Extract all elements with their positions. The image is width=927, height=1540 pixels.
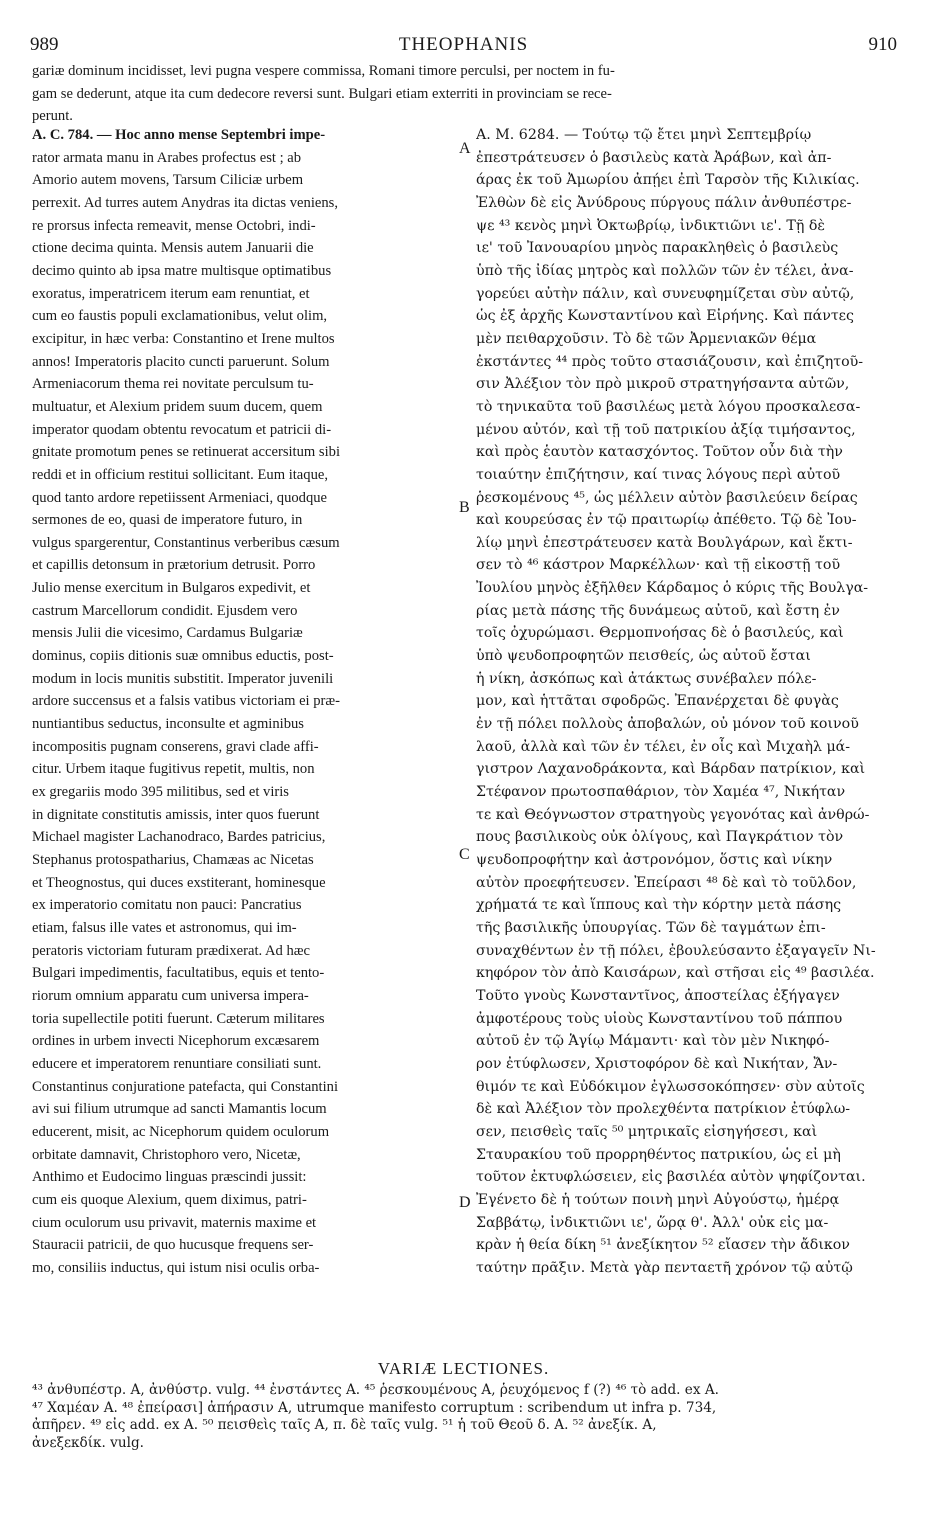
page-number-left: 989 <box>30 34 59 55</box>
greek-line: Τοῦτο γνοὺς Κωνσταντῖνος, ἀποστείλας ἐξήγαγεν <box>476 987 840 1004</box>
greek-line: ὑπὸ ψευδοπροφητῶν πεισθείς, ὡς αὐτοῦ ἔσται <box>476 648 811 665</box>
greek-line: Ἐλθὼν δὲ εἰς Ἀνύδρους πύργους πάλιν ἀνθυπέστρε- <box>476 194 852 211</box>
latin-line: Armeniacorum thema rei novitate perculsum tu- <box>32 376 314 393</box>
latin-line: excipitur, in hæc verba: Constantino et Irene multos <box>32 330 335 347</box>
latin-line: cum eis quoque Alexium, quem diximus, patri- <box>32 1191 307 1208</box>
latin-line: Stauracii patricii, de quo hucusque frequens ser- <box>32 1237 314 1254</box>
greek-line: κρὰν ἡ θεία δίκη ⁵¹ ἀνεξίκητον ⁵² εἴασεν τὴν ἄδικον <box>476 1237 850 1254</box>
greek-line: τοῦτον ἐκτυφλώσειεν, εἰς βασιλέα αὐτὸν ψηφίζονται. <box>476 1169 866 1186</box>
variant-line: ἀνεξεκδίκ. vulg. <box>32 1434 144 1451</box>
greek-line: ἀμφοτέρους τοὺς υἱοὺς Κωνσταντίνου τοῦ πάππου <box>476 1010 843 1027</box>
latin-line: sermones de eo, quasi de imperatore futuro, in <box>32 512 303 529</box>
greek-line: Στέφανον πρωτοσπαθάριον, τὸν Χαμέα ⁴⁷, Νικήταν <box>476 784 846 801</box>
latin-line: orbitate damnavit, Christophoro vero, Nicetæ, <box>32 1146 301 1163</box>
intro-paragraph <box>32 60 896 128</box>
latin-line: castrum Marcellorum condidit. Ejusdem vero <box>32 602 298 619</box>
greek-line: αὐτὸν προεφήτευσεν. Ἐπείρασι ⁴⁸ δὲ καὶ τὸ τοῦλδον, <box>476 874 857 891</box>
section-marker-b: B <box>459 499 470 516</box>
greek-line: άρας ἐκ τοῦ Ἀμωρίου ἀπῄει ἐπὶ Ταρσὸν τῆς Κιλικίας. <box>476 172 860 189</box>
greek-line: ρίας μετὰ πάσης τῆς δυνάμεως αὐτοῦ, καὶ ἔστη ἐν <box>476 602 840 619</box>
running-title: THEOPHANIS <box>398 34 529 55</box>
greek-line: ρον ἐτύφλωσεν, Χριστοφόρον δὲ καὶ Νικήταν, Ἄν- <box>476 1055 838 1072</box>
greek-line: μὲν πειθαρχοῦσιν. Τὸ δὲ τῶν Ἀρμενιακῶν θέμα <box>476 330 817 347</box>
greek-line: συναχθέντων ἐν τῇ πόλει, ἐβουλεύσαντο ἐξαγαγεῖν Νι- <box>476 942 876 959</box>
latin-line: Michael magister Lachanodraco, Bardes patricius, <box>32 829 326 846</box>
latin-line: educerent, misit, ac Nicephorum quidem oculorum <box>32 1123 330 1140</box>
greek-line: δὲ καὶ Ἀλέξιον τὸν προλεχθέντα πατρίκιον ἐτύφλω- <box>476 1101 851 1118</box>
greek-line: ιε' τοῦ Ἰανουαρίου μηνὸς παρακληθεὶς ὁ βασιλεὺς <box>476 240 839 257</box>
greek-line: κηφόρον τὸν ἀπὸ Καισάρων, καὶ στῆσαι εἰς ⁴⁹ βασιλέα. <box>476 965 875 982</box>
latin-line: re prorsus infecta remeavit, mense Octobri, indi- <box>32 217 316 234</box>
latin-line: et Theognostus, qui duces exstiterant, hominesque <box>32 874 326 891</box>
greek-line: μον, καὶ ἡττᾶται σφοδρῶς. Ἐπανέρχεται δὲ φυγὰς <box>476 693 839 710</box>
section-marker-d: D <box>459 1194 471 1211</box>
latin-line: Amorio autem movens, Tarsum Ciliciæ urbem <box>32 172 304 189</box>
latin-line: et capillis detonsum in prætorium detrusit. Porro <box>32 557 316 574</box>
greek-line: Σταυρακίου τοῦ προρρηθέντος πατρικίου, ὡς εἰ μὴ <box>476 1146 841 1163</box>
latin-line: mo, consiliis inductus, qui istum nisi oculis orba- <box>32 1259 320 1276</box>
greek-line: ψε ⁴³ κενὸς μηνὶ Ὀκτωβρίῳ, ἰνδικτιῶνι ιε'. Τῇ δὲ <box>476 217 826 234</box>
greek-line: Ἰουλίου μηνὸς ἐξῆλθεν Κάρδαμος ὁ κύρις τῆς Βουλγα- <box>476 580 869 597</box>
latin-line: modum in locis munitis substitit. Imperator juvenili <box>32 670 334 687</box>
latin-line: rator armata manu in Arabes profectus est ; ab <box>32 149 302 166</box>
latin-line: annos! Imperatoris placito cuncti paruerunt. Solum <box>32 353 330 370</box>
running-header <box>30 34 897 56</box>
greek-line: γιστρον Λαχανοδράκοντα, καὶ Βάρδαν πατρίκιον, καὶ <box>476 761 866 778</box>
latin-line: ex gregariis modo 395 militibus, sed et viris <box>32 784 289 801</box>
greek-column <box>476 124 894 1279</box>
greek-line: τοῖς ὀχυρώμασι. Θερμοπνοήσας δὲ ὁ βασιλεύς, καὶ <box>476 625 844 642</box>
greek-line: Σαββάτῳ, ἰνδικτιῶνι ιε', ὥρᾳ θ'. Ἀλλ' οὐκ εἰς μα- <box>476 1214 829 1231</box>
greek-line: μένου αὐτόν, καὶ τῇ τοῦ πατρικίου ἀξίᾳ τιμήσαντος, <box>476 421 856 438</box>
greek-line: σιν Ἀλέξιον τὸν πρὸ μικροῦ στρατηγήσαντα αὐτῶν, <box>476 376 850 393</box>
latin-line: gnitate promotum penes se retinuerat accersitum sibi <box>32 444 340 461</box>
section-marker-a: A <box>459 140 471 157</box>
greek-line: ἡ νίκη, ἀσκόπως καὶ ἀτάκτως συνέβαλεν πόλε- <box>476 670 817 687</box>
greek-line: τῆς βασιλικῆς ὑπουργίας. Τῶν δὲ ταγμάτων ἐπι- <box>476 919 826 936</box>
latin-line: riorum omnium apparatu cum universa impera- <box>32 987 309 1004</box>
latin-line: ordines in urbem invecti Nicephorum excæsarem <box>32 1033 320 1050</box>
latin-line: peratoris victoriam futuram prædixerat. Ad hæc <box>32 942 311 959</box>
intro-line: gariæ dominum incidisset, levi pugna vespere commissa, Romani timore perculsi, per noctem in fu- <box>32 63 615 79</box>
variae-lectiones-title: VARIÆ LECTIONES. <box>377 1359 550 1378</box>
greek-line: σεν τὸ ⁴⁶ κάστρον Μαρκέλλων· καὶ τῇ εἰκοστῇ τοῦ <box>476 557 841 574</box>
latin-line: incompositis pugnam conserens, gravi clade affi- <box>32 738 319 755</box>
greek-line: θιμόν τε καὶ Εὐδόκιμον ἐγλωσσοκόπησεν· σὺν αὐτοῖς <box>476 1078 865 1095</box>
latin-line: imperator quodam obtentu revocatum et patricii di- <box>32 421 332 438</box>
greek-line: ὡς ἐξ ἀρχῆς Κωνσταντίνου καὶ Εἰρήνης. Καὶ πάντες <box>476 308 854 325</box>
latin-line: in dignitate constitutis amissis, inter quos fuerunt <box>32 806 320 823</box>
latin-line: Julio mense exercitum in Bulgaros expedivit, et <box>32 580 311 597</box>
latin-line: citur. Urbem itaque fugitivus repetit, multis, non <box>32 761 315 778</box>
latin-line: A. C. 784. — Hoc anno mense Septembri impe- <box>32 127 326 143</box>
greek-line: ἐπεστράτευσεν ὁ βασιλεὺς κατὰ Ἀράβων, καὶ ἀπ- <box>476 149 832 166</box>
intro-line: perunt. <box>32 108 73 124</box>
latin-line: Constantinus conjuratione patefacta, qui Constantini <box>32 1078 338 1095</box>
page-number-right: 910 <box>868 34 897 55</box>
latin-line: ex imperatorio comitatu non pauci: Pancratius <box>32 897 302 914</box>
greek-line: λαοῦ, ἀλλὰ καὶ τῶν ἐν τέλει, ἐν οἷς καὶ Μιχαὴλ μά- <box>476 738 851 755</box>
latin-line: reddi et in officium restitui sollicitant. Eum itaque, <box>32 466 329 483</box>
latin-line: exoratus, imperatricem iterum eam renuntiat, et <box>32 285 310 302</box>
greek-line: τὸ τηνικαῦτα τοῦ βασιλέως μετὰ λόγου προσκαλεσα- <box>476 398 861 415</box>
latin-line: dominus, copiis ditionis suæ omnibus eductis, post- <box>32 648 334 665</box>
greek-line: ταύτην πρᾶξιν. Μετὰ γὰρ πενταετῆ χρόνον τῷ αὐτῷ <box>476 1259 853 1276</box>
latin-column <box>32 124 458 1279</box>
variae-lectiones-notes <box>32 1382 894 1452</box>
greek-line: Ἐγένετο δὲ ἡ τούτων ποινὴ μηνὶ Αὐγούστῳ, ἡμέρᾳ <box>476 1191 840 1208</box>
latin-line: Bulgari impedimentis, facultatibus, equis et tento- <box>32 965 325 982</box>
latin-line: etiam, falsus ille vates et astronomus, qui im- <box>32 919 297 936</box>
latin-line: perrexit. Ad turres autem Anydras ita dictas veniens, <box>32 194 338 211</box>
greek-line: τοιαύτην ἐπιζήτησιν, καί τινας λόγους περὶ αὐτοῦ <box>476 466 841 483</box>
latin-line: mensis Julii die vicesimo, Cardamus Bulgariæ <box>32 625 303 642</box>
latin-line: Stephanus protospatharius, Chamæas ac Nicetas <box>32 852 314 868</box>
greek-line: ἐκστάντες ⁴⁴ πρὸς τοῦτο στασιάζουσιν, καὶ ἐπιζητοῦ- <box>476 353 864 370</box>
variant-line: ἀπῆρεν. ⁴⁹ εἰς add. ex A. ⁵⁰ πεισθεὶς ταῖς A, π. δὲ ταῖς vulg. ⁵¹ ἡ τοῦ Θεοῦ δ. A. ⁵² ἀνεξίκ. A, <box>32 1417 657 1433</box>
greek-line: γορεύει αὐτὴν πάλιν, καὶ συνευφημίζεται σὺν αὐτῷ, <box>476 285 855 302</box>
latin-line: decimo quinto ab ipsa matre multisque optimatibus <box>32 262 332 279</box>
greek-line: καὶ πρὸς ἑαυτὸν κατασχόντος. Τοῦτον οὖν διὰ τὴν <box>476 444 843 461</box>
latin-line: ardore succensus et a falsis vatibus victoriam ei præ- <box>32 693 340 710</box>
latin-line: toria supellectile potiti fuerunt. Cæterum militares <box>32 1010 325 1027</box>
section-marker-c: C <box>459 846 470 863</box>
latin-line: multuatur, et Alexium pridem suum ducem, quem <box>32 398 323 415</box>
latin-line: nuntiantibus seductus, inconsulte et agminibus <box>32 716 304 733</box>
greek-line: αὐτοῦ ἐν τῷ Ἁγίῳ Μάμαντι· καὶ τὸν μὲν Νικηφό- <box>476 1033 830 1050</box>
intro-line: gam se dederunt, atque ita cum dedecore reversi sunt. Bulgari etiam exterriti in provinciam se rece- <box>32 85 612 102</box>
latin-line: Anthimo et Eudocimo linguas præscindi jussit: <box>32 1169 307 1186</box>
greek-line: ῥεσκομένους ⁴⁵, ὡς μέλλειν αὐτὸν βασιλεύειν δείρας <box>476 489 858 506</box>
greek-line: ἐν τῇ πόλει πολλοὺς ἀποβαλών, οὐ μόνον τοῦ κοινοῦ <box>476 716 859 733</box>
greek-line: A. M. 6284. — Τούτῳ τῷ ἔτει μηνὶ Σεπτεμβρίῳ <box>476 127 812 143</box>
variant-line: ⁴³ ἀνθυπέστρ. A, ἀνθύστρ. vulg. ⁴⁴ ἐνστάντες A. ⁴⁵ ῥεσκουμένους A, ῥευχόμενος f (?) ⁴⁶ τὸ add. ex A. <box>32 1382 719 1398</box>
latin-line: ctione decima quinta. Mensis autem Januarii die <box>32 240 314 257</box>
greek-line: πους βασιλικοὺς οὐκ ὀλίγους, καὶ Παγκράτιον τὸν <box>476 829 844 846</box>
greek-line: χρήματά τε καὶ ἵππους καὶ τὴν κόρτην μετὰ πάσης <box>476 897 842 914</box>
variant-line: ⁴⁷ Χαμέαν A. ⁴⁸ ἐπείρασι] ἀπήρασιν A, utrumque manifesto corruptum : scribendum ut infra p. 734, <box>32 1399 717 1416</box>
latin-line: cium oculorum usu privavit, maternis maxime et <box>32 1214 317 1231</box>
greek-line: ὑπὸ τῆς ἰδίας μητρὸς καὶ πολλῶν τῶν ἐν τέλει, ἀνα- <box>476 262 854 279</box>
greek-line: λίῳ μηνὶ ἐπεστράτευσεν κατὰ Βουλγάρων, καὶ ἔκτι- <box>476 534 853 551</box>
greek-line: σεν, πεισθεὶς ταῖς ⁵⁰ μητρικαῖς εἰσηγήσεσι, καὶ <box>476 1123 818 1140</box>
latin-line: educere et imperatorem renuntiare consiliati sunt. <box>32 1055 322 1072</box>
latin-line: quod tanto ardore repetiissent Armeniaci, quodque <box>32 489 328 506</box>
greek-line: καὶ κουρεύσας ἐν τῷ πραιτωρίῳ ἀπέθετο. Τῷ δὲ Ἰου- <box>476 512 857 529</box>
latin-line: avi sui filium utrumque ad sancti Mamantis locum <box>32 1101 327 1118</box>
greek-line: ψευδοπροφήτην καὶ ἀστρονόμον, ὅστις καὶ νίκην <box>476 852 833 868</box>
latin-line: vulgus spargerentur, Constantinus verberibus cæsum <box>32 534 340 551</box>
greek-line: τε καὶ Θεόγνωστον στρατηγοὺς γεγονότας καὶ ἀνθρώ- <box>476 806 870 823</box>
latin-line: cum eo faustis populi exclamationibus, velut olim, <box>32 308 328 325</box>
